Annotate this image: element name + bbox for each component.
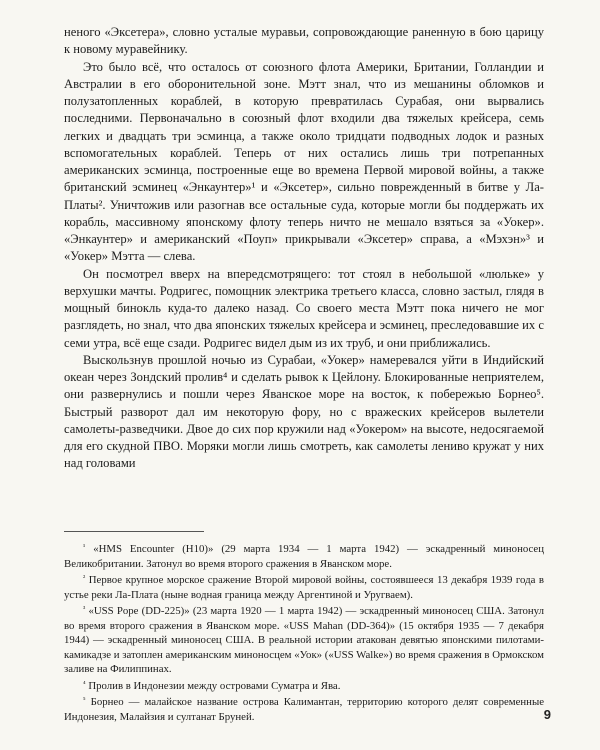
- main-text: [64, 24, 544, 473]
- footnote-text: Пролив в Индонезии между островами Суматра и Ява.: [88, 679, 341, 692]
- paragraph: Выскользнув прошлой ночью из Сурабаи, «Уокер» намеревался уйти в Индийский океан через Зондский пролив⁴ и сделать рывок к Цейлону. Блокированные неприятелем, они развернулись и пошли через Яванское море на восток, к побережью Борнео⁵. Быстрый разворот дал им некоторую фору, но с вражеских крейсеров вылетели самолеты-разведчики. Двое до сих пор кружили над «Уокером» на высоте, недосягаемой для его скудной ПВО. Моряки могли лишь смотреть, как самолеты лениво кружат у них над головами: [64, 352, 544, 471]
- page-number: 9: [543, 707, 551, 722]
- footnote: [64, 677, 544, 694]
- footnote: [64, 571, 544, 602]
- paragraph: неного «Эксетера», словно усталые муравьи, сопровождающие раненную в бою царицу к новому муравейнику.: [64, 25, 544, 57]
- footnote-text: «HMS Encounter (H10)» (29 марта 1934 — 1 марта 1942) — эскадренный миноносец Великобритании. Затонул во время второго сражения в Яванском море.: [64, 543, 545, 570]
- footnote-text: Борнео — малайское название острова Калимантан, территорию которого делят современные Индонезия, Малайзия и султанат Бруней.: [64, 696, 545, 723]
- footnote-divider: [64, 531, 204, 532]
- footnote-number: ²: [83, 573, 86, 582]
- footnote-number: ⁵: [83, 695, 86, 704]
- paragraph: Это было всё, что осталось от союзного флота Америки, Британии, Голландии и Австралии в его оборонительной зоне. Мэтт знал, что из мешанины обломков и полузатопленных кораблей, в которую превратилась Сурабая, они вырвались последними. Первоначально в союзный флот входили два тяжелых крейсера, семь легких и двадцать три эсминца, а также около тридцати подводных лодок и разных вспомогательных кораблей. Теперь от них остались лишь три потрепанных американских эсминца, построенные еще во времена Первой мировой войны, а также британский эсминец «Энкаунтер»¹ и «Эксетер», сильно поврежденный в битве у Ла-Платы². Уничтожив или разогнав все остальные суда, которые могли бы поддержать их корабль, массивному японскому флоту теперь ничто не мешало взяться за «Уокер». «Энкаунтер» и американский «Поуп» прикрывали «Эксетер» справа, а «Мэхэн»³ и «Уокер» Мэтта — слева.: [64, 59, 544, 264]
- footnotes: [64, 540, 544, 724]
- footnote-number: ¹: [83, 542, 86, 551]
- footnote: [64, 693, 544, 724]
- paragraph: Он посмотрел вверх на впередсмотрящего: тот стоял в небольшой «люльке» у верхушки мачты. Родригес, помощник электрика третьего класса, словно застыл, глядя в мощный бинокль куда-то далеко назад. Со своего места Мэтт пока ничего не мог разглядеть, но знал, что два японских тяжелых крейсера и эсминец, преследовавшие их с семи утра, всё еще сзади. Родригес видел дым из их труб, и они приближались.: [64, 266, 544, 350]
- footnote-text: Первое крупное морское сражение Второй мировой войны, состоявшееся 13 декабря 1939 года в устье реки Ла-Плата (ныне водная граница между Аргентиной и Уругваем).: [64, 574, 544, 601]
- footnote: [64, 602, 544, 677]
- footnote-text: «USS Pope (DD-225)» (23 марта 1920 — 1 марта 1942) — эскадренный миноносец США. Затонул во время второго сражения в Яванском море. «USS Mahan (DD-364)» (15 октября 1935 — 7 декабря 1944) — эскадренный миноносец США. В реальной истории атакован девятью японскими пилотами-камикадзе и затоплен американским миноносцем «Уок» («USS Walke») во время сражения в Ормокском заливе на Филиппинах.: [64, 605, 544, 675]
- footnote-number: ⁴: [83, 678, 86, 688]
- footnote-number: ³: [83, 604, 86, 613]
- footnote: [64, 540, 544, 571]
